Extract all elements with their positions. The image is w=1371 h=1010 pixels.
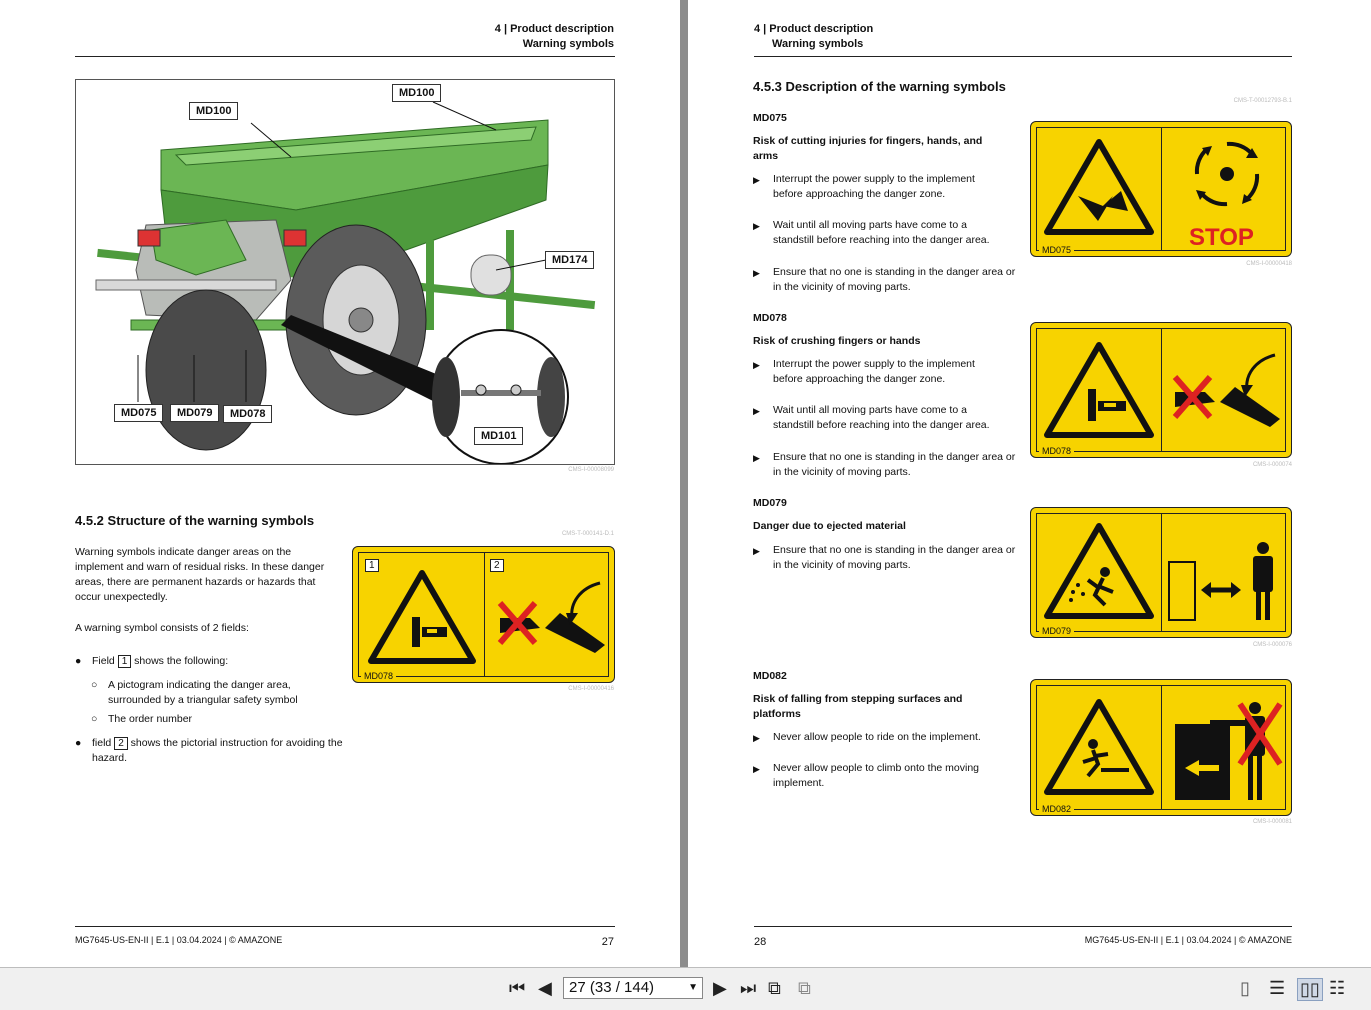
header-section: Warning symbols [772,38,864,50]
arrow-bullet-icon: ▶ [753,546,760,556]
chevron-down-icon[interactable]: ▼ [688,982,698,993]
field1-marker: 1 [365,559,379,572]
page-number-left: 27 [601,936,614,948]
md082-step-2: Never allow people to climb onto the moving implement. [773,762,980,789]
callout-md100-right: MD100 [392,84,441,102]
keep-distance-icon [1165,534,1287,624]
field2-marker: 2 [490,559,504,572]
intro-paragraph: Warning symbols indicate danger areas on the implement and warn of residual risks. In these danger areas, there are permanent hazards or hazards that occur unexpectedly. [75,546,325,603]
section-id-453: CMS-T-00012793-B.1 [1233,98,1292,104]
header-rule [754,56,1292,57]
header-section: Warning symbols [522,38,614,50]
field1-item [92,654,342,669]
md078-heading: MD078 [753,312,787,324]
section-title-452: 4.5.2 Structure of the warning symbols [75,513,315,528]
sign-divider [1161,329,1162,451]
first-page-icon[interactable]: ⏮ [509,978,526,998]
callout-md174: MD174 [545,251,594,269]
md078-step-2: Wait until all moving parts have come to a standstill before reaching into the danger area. [773,404,990,431]
cutting-hazard-icon [1043,136,1155,236]
md078-image-id: CMS-I-000074 [1252,462,1292,468]
crushing-hand-icon [367,569,477,665]
md075-image-id: CMS-I-00000418 [1246,261,1292,267]
arrow-bullet-icon: ▶ [753,268,760,278]
consists-paragraph: A warning symbol consists of 2 fields: [75,622,249,634]
footer-doc-info: MG7645-US-EN-II | E.1 | 03.04.2024 | © AMAZONE [75,935,283,945]
md078-step-3: Ensure that no one is standing in the danger area or in the vicinity of moving parts. [773,451,1016,478]
sign-code: MD079 [1039,626,1074,636]
footer-rule [754,926,1292,927]
sub-item-pictogram: A pictogram indicating the danger area, surrounded by a triangular safety symbol [108,679,298,706]
md075-sign [1030,121,1292,257]
previous-page-icon[interactable]: ◀ [538,978,552,998]
callout-md078: MD078 [223,405,272,423]
last-page-icon[interactable]: ⏭ [740,978,757,998]
spreader-figure [75,79,615,465]
bullet-dot-icon: ● [75,655,82,667]
md078-sign [1030,322,1292,458]
field1-suffix: shows the following: [134,655,229,667]
next-view-icon[interactable]: ⧉ [798,978,811,998]
md078-step-1: Interrupt the power supply to the implement before approaching the danger zone. [773,358,975,385]
sample-warning-sign [352,546,615,683]
sign-code: MD078 [1039,446,1074,456]
single-page-view-icon[interactable]: ▯ [1240,978,1250,998]
sign-code: MD082 [1039,804,1074,814]
md078-title: Risk of crushing fingers or hands [753,335,921,347]
bullet-circle-icon: ○ [91,713,98,725]
callout-md100-left: MD100 [189,102,238,120]
md075-step-1: Interrupt the power supply to the implement before approaching the danger zone. [773,173,975,200]
header-rule [75,56,615,57]
facing-view-icon[interactable]: ▯▯ [1297,978,1323,1001]
md082-heading: MD082 [753,670,787,682]
previous-view-icon[interactable]: ⧉ [768,978,781,998]
sign-divider [1161,686,1162,809]
sign-divider [484,553,485,676]
footer-doc-info: MG7645-US-EN-II | E.1 | 03.04.2024 | © AMAZONE [1084,935,1292,945]
arrow-bullet-icon: ▶ [753,764,760,774]
sign-frame [1036,685,1286,810]
page-display: 27 (33 / 144) [569,979,655,996]
sample-image-id: CMS-I-00000416 [568,686,614,692]
figure-id: CMS-I-00008099 [568,467,614,473]
field2-prefix: field [92,737,112,749]
falling-hazard-icon [1043,696,1155,796]
md082-image-id: CMS-I-000081 [1252,819,1292,825]
md082-sign [1030,679,1292,816]
page-selector[interactable] [563,977,703,999]
sign-frame [358,552,609,677]
field2-item [92,736,347,766]
md082-title: Risk of falling from stepping surfaces and platforms [753,693,963,720]
md075-step-2: Wait until all moving parts have come to a standstill before reaching into the danger area. [773,219,990,246]
header-chapter: 4 | Product description [494,23,614,35]
sign-divider [1161,128,1162,250]
sign-frame [1036,513,1286,632]
md075-step-3: Ensure that no one is standing in the danger area or in the vicinity of moving parts. [773,266,1016,293]
no-climbing-icon [1165,694,1287,806]
stop-text: STOP [1189,224,1254,251]
arrow-bullet-icon: ▶ [753,733,760,743]
page-header [754,22,873,52]
bullet-dot-icon: ● [75,737,82,749]
arrow-bullet-icon: ▶ [753,175,760,185]
field1-number: 1 [118,655,132,668]
md079-image-id: CMS-I-000076 [1252,642,1292,648]
ejected-material-icon [1043,520,1155,620]
md075-title: Risk of cutting injuries for fingers, hands, and arms [753,135,983,162]
arrow-bullet-icon: ▶ [753,221,760,231]
rotating-blades-icon [1172,134,1282,216]
crush-instruction-icon [490,573,610,663]
left-page [0,0,680,967]
arrow-bullet-icon: ▶ [753,453,760,463]
callout-md075: MD075 [114,404,163,422]
md079-heading: MD079 [753,497,787,509]
crushing-hand-icon [1043,339,1155,439]
arrow-bullet-icon: ▶ [753,406,760,416]
sign-frame [1036,328,1286,452]
callout-md079: MD079 [170,404,219,422]
arrow-bullet-icon: ▶ [753,360,760,370]
continuous-facing-view-icon[interactable]: ☷ [1329,978,1346,998]
continuous-view-icon[interactable]: ☰ [1269,978,1286,998]
sign-code: MD075 [1039,245,1074,255]
section-id-452: CMS-T-000141-D.1 [561,531,614,537]
right-page [688,0,1371,967]
bullet-circle-icon: ○ [91,679,98,691]
page-number-right: 28 [754,936,767,948]
header-chapter: 4 | Product description [754,23,874,35]
sign-divider [1161,514,1162,631]
callout-md101: MD101 [474,427,523,445]
page-header [495,22,614,52]
crush-instruction-icon [1165,347,1285,437]
md079-step-1: Ensure that no one is standing in the danger area or in the vicinity of moving parts. [773,544,1016,571]
field2-suffix: shows the pictorial instruction for avoiding the hazard. [92,737,343,764]
viewer-toolbar [0,967,1371,1010]
footer-rule [75,926,615,927]
md079-sign [1030,507,1292,638]
md082-step-1: Never allow people to ride on the implement. [773,731,981,743]
field2-number: 2 [114,737,128,750]
sign-frame [1036,127,1286,251]
md075-heading: MD075 [753,112,787,124]
field1-prefix: Field [92,655,115,667]
next-page-icon[interactable]: ▶ [713,978,727,998]
md079-title: Danger due to ejected material [753,520,906,532]
section-title-453: 4.5.3 Description of the warning symbols [753,79,1006,94]
sign-code: MD078 [361,671,396,681]
sub-item-order-number: The order number [108,713,193,725]
